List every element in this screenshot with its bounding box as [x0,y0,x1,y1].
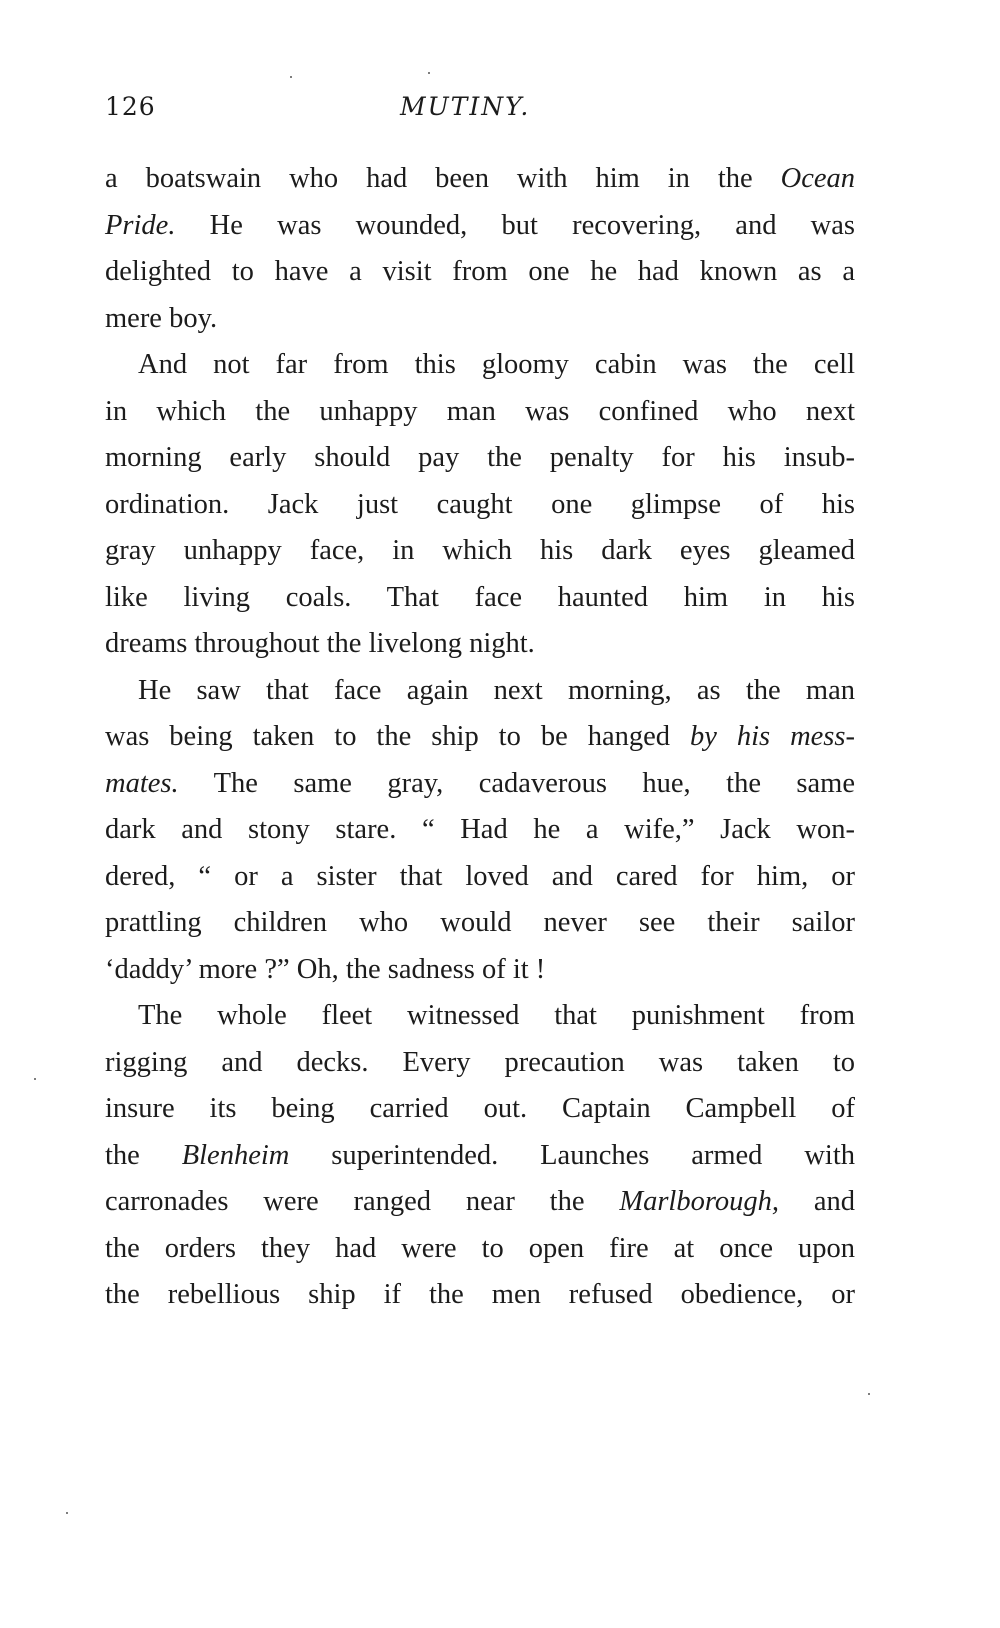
text-line [105,1133,855,1180]
italic-text: Ocean [780,163,855,194]
text-line [105,854,855,901]
text-segment: He was wounded, but recovering, and was [175,209,855,241]
text-segment: the [105,1139,182,1171]
text-segment: The whole fleet witnessed that punishment from [138,1000,855,1031]
text-segment: dered, “ or a sister that loved and cared for him, or [105,860,855,892]
text-segment: superintended. Launches armed with [289,1139,855,1171]
scan-speck [290,76,292,78]
text-segment: dark and stony stare. “ Had he a wife,” Jack won- [105,814,855,845]
paragraph [105,668,855,994]
body-text [105,156,855,1319]
italic-text: Pride. [105,209,176,241]
text-line [105,621,855,668]
text-segment: rigging and decks. Every precaution was taken to [105,1046,855,1078]
text-line [105,761,855,808]
text-segment: delighted to have a visit from one he had known as a [105,256,855,287]
text-line [105,575,855,622]
text-segment: morning early should pay the penalty for his insub- [105,442,855,473]
text-line [105,203,855,250]
italic-text: Marlborough, [619,1186,780,1217]
italic-text: Blenheim [181,1139,290,1171]
text-segment: was being taken to the ship to be hanged [105,721,690,752]
italic-text: mates. [105,767,179,799]
text-line [105,714,855,761]
text-segment: a boatswain who had been with him in the [105,163,781,194]
text-line [105,947,855,994]
text-line [105,993,855,1040]
paragraph [105,342,855,668]
text-segment: He saw that face again next morning, as the man [138,674,855,706]
text-line [105,1086,855,1133]
text-segment: the rebellious ship if the men refused obedience, or [105,1279,855,1310]
text-segment: the orders they had were to open fire at once upon [105,1232,855,1264]
text-line [105,296,855,343]
text-line [105,249,855,296]
page-header [105,92,855,132]
text-segment: gray unhappy face, in which his dark eyes gleamed [105,535,855,566]
scan-speck [66,1512,68,1514]
text-segment: mere boy. [105,302,218,334]
text-line [105,528,855,575]
text-line [105,389,855,436]
text-line [105,482,855,529]
text-segment: in which the unhappy man was confined who next [105,395,855,427]
text-line [105,1040,855,1087]
text-line [105,807,855,854]
text-segment: insure its being carried out. Captain Campbell of [105,1093,855,1124]
text-line [105,342,855,389]
text-segment: The same gray, cadaverous hue, the same [178,767,855,799]
text-segment: like living coals. That face haunted him in his [105,581,855,613]
page-number: 126 [105,92,156,121]
text-segment: and [779,1186,855,1217]
text-line [105,1179,855,1226]
text-segment: carronades were ranged near the [105,1186,620,1217]
text-segment: And not far from this gloomy cabin was the cell [138,349,855,380]
text-line [105,435,855,482]
text-line [105,668,855,715]
scan-speck [868,1393,870,1395]
text-line [105,1272,855,1319]
paragraph [105,156,855,342]
paragraph [105,993,855,1319]
text-segment: prattling children who would never see their sailor [105,907,855,938]
scan-speck [34,1078,36,1080]
text-segment: ordination. Jack just caught one glimpse of his [105,488,855,520]
italic-text: by his mess- [689,721,855,752]
text-line [105,156,855,203]
text-line [105,1226,855,1273]
text-segment: ‘daddy’ more ?” Oh, the sadness of it ! [105,953,546,985]
scan-speck [428,72,430,74]
running-title: MUTINY. [400,92,531,121]
text-line [105,900,855,947]
text-segment: dreams throughout the livelong night. [105,628,535,659]
